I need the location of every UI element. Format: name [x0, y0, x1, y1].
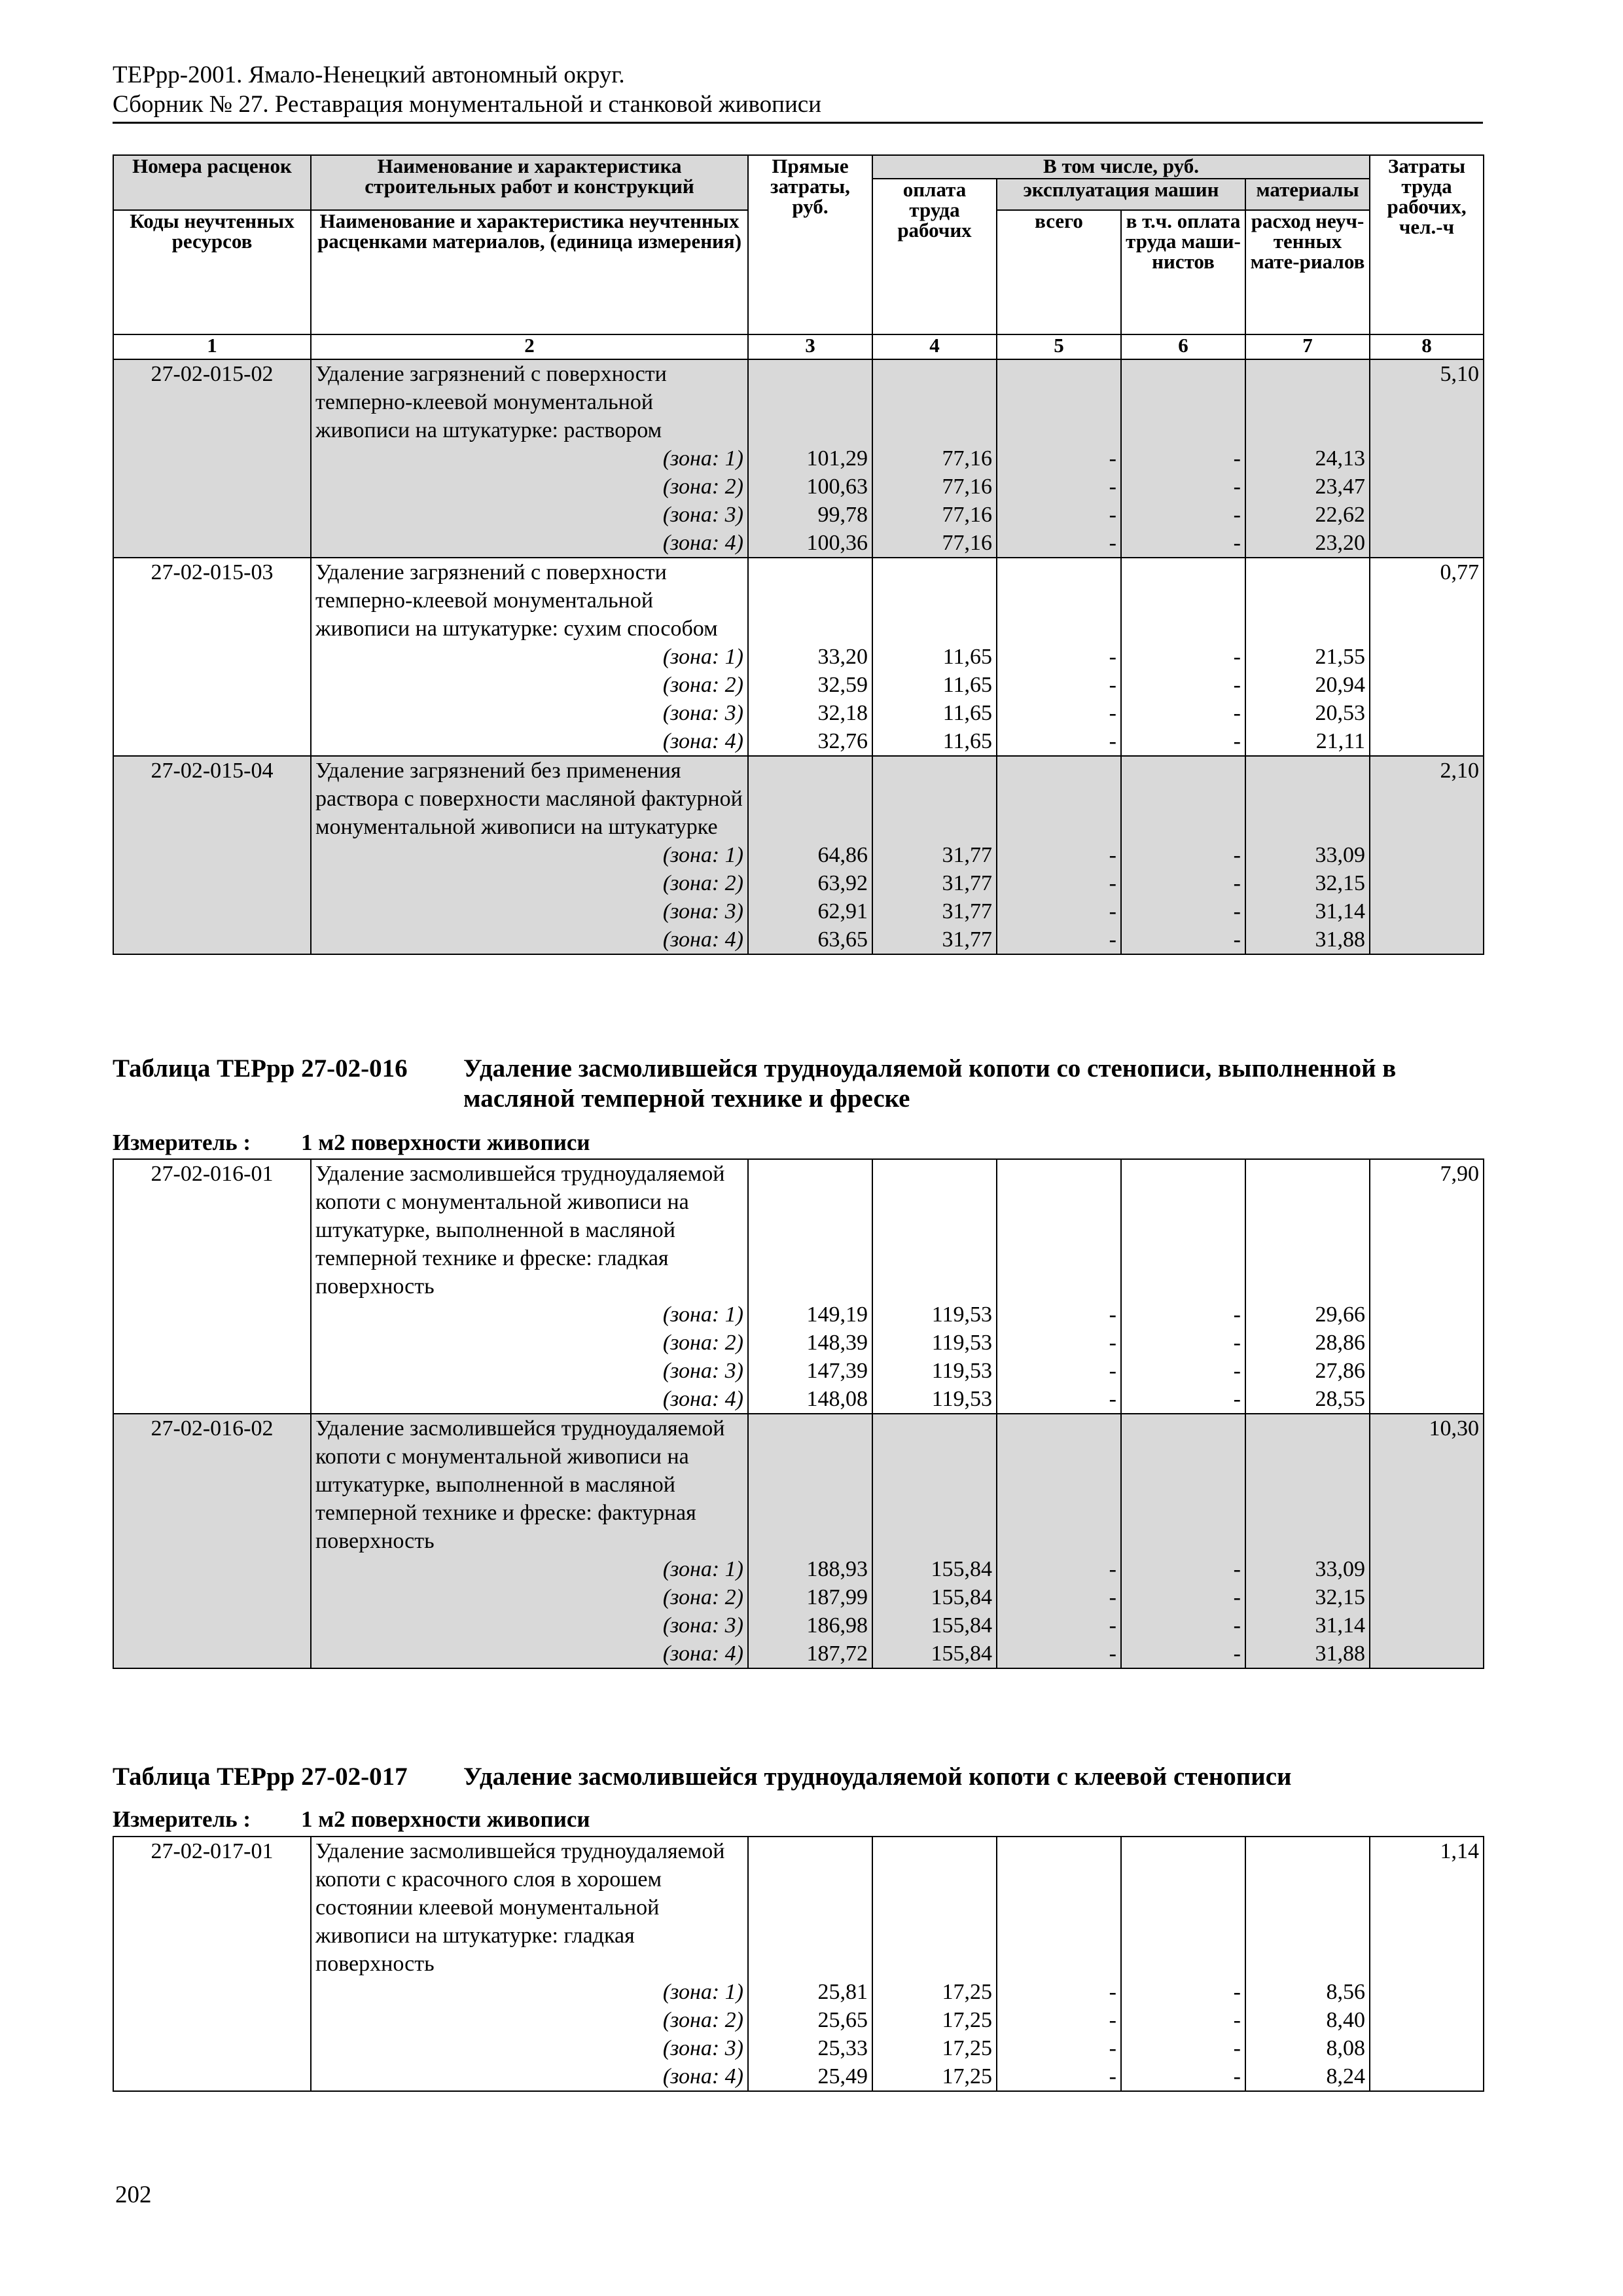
direct-costs: 149,19	[748, 1300, 872, 1329]
machinist-pay: -	[1121, 1611, 1245, 1640]
machine-total: -	[997, 1329, 1121, 1357]
col-name-characteristics: Наименование и характеристика строительных работ и конструкций	[311, 155, 748, 210]
direct-costs: 101,29	[748, 444, 872, 473]
rate-row	[113, 1837, 1484, 1978]
machinist-pay: -	[1121, 2034, 1245, 2062]
rates-table-015	[113, 154, 1483, 955]
col-number: 3	[748, 334, 872, 359]
zone-row	[113, 2006, 1484, 2034]
machine-total: -	[997, 1978, 1121, 2006]
worker-pay: 31,77	[872, 869, 997, 897]
machinist-pay: -	[1121, 1385, 1245, 1414]
empty-cell	[1245, 1159, 1370, 1300]
col-including: В том числе, руб.	[872, 155, 1370, 179]
direct-costs: 100,63	[748, 473, 872, 501]
materials-cost: 8,40	[1245, 2006, 1370, 2034]
machinist-pay: -	[1121, 1640, 1245, 1668]
empty-cell	[748, 1837, 872, 1978]
zone-label: (зона: 2)	[311, 869, 748, 897]
materials-cost: 23,47	[1245, 473, 1370, 501]
rate-code: 27-02-015-04	[113, 756, 311, 954]
empty-cell	[997, 1837, 1121, 1978]
col-number: 5	[997, 334, 1121, 359]
zone-row	[113, 897, 1484, 925]
materials-cost: 21,11	[1245, 727, 1370, 756]
materials-cost: 27,86	[1245, 1357, 1370, 1385]
empty-cell	[1121, 1414, 1245, 1555]
direct-costs: 25,81	[748, 1978, 872, 2006]
col-number: 8	[1370, 334, 1484, 359]
empty-cell	[997, 558, 1121, 643]
materials-cost: 29,66	[1245, 1300, 1370, 1329]
zone-row	[113, 501, 1484, 529]
empty-cell	[1121, 1159, 1245, 1300]
direct-costs: 148,39	[748, 1329, 872, 1357]
materials-cost: 24,13	[1245, 444, 1370, 473]
worker-pay: 17,25	[872, 2062, 997, 2091]
rate-code: 27-02-017-01	[113, 1837, 311, 2091]
direct-costs: 186,98	[748, 1611, 872, 1640]
materials-cost: 33,09	[1245, 841, 1370, 869]
machine-total: -	[997, 1357, 1121, 1385]
labor-costs: 2,10	[1370, 756, 1484, 954]
labor-costs: 7,90	[1370, 1159, 1484, 1414]
rate-description: Удаление засмолившейся трудноудаляемой копоти с монументальной живописи на штукатурке, выполненной в масляной темперной технике и фреске: фактурная поверхность	[311, 1414, 748, 1555]
col-number: 2	[311, 334, 748, 359]
materials-cost: 21,55	[1245, 643, 1370, 671]
col-number: 6	[1121, 334, 1245, 359]
machine-total: -	[997, 1385, 1121, 1414]
machine-total: -	[997, 643, 1121, 671]
empty-cell	[748, 1159, 872, 1300]
worker-pay: 155,84	[872, 1640, 997, 1668]
table-016-number: Таблица ТЕРрр 27-02-016	[113, 1054, 408, 1083]
zone-row	[113, 2062, 1484, 2091]
header-line-2: Сборник № 27. Реставрация монументальной и станковой живописи	[113, 91, 822, 118]
empty-cell	[1121, 756, 1245, 841]
materials-cost: 31,14	[1245, 1611, 1370, 1640]
machine-total: -	[997, 925, 1121, 954]
zone-row	[113, 1357, 1484, 1385]
materials-cost: 31,14	[1245, 897, 1370, 925]
empty-cell	[997, 1159, 1121, 1300]
rate-description: Удаление загрязнений с поверхности темперно-клеевой монументальной живописи на штукатурке: сухим способом	[311, 558, 748, 643]
zone-label: (зона: 1)	[311, 1300, 748, 1329]
machine-total: -	[997, 699, 1121, 727]
worker-pay: 11,65	[872, 671, 997, 699]
rate-code: 27-02-016-01	[113, 1159, 311, 1414]
worker-pay: 17,25	[872, 2034, 997, 2062]
col-machine-operation: эксплуатация машин	[997, 179, 1245, 210]
machinist-pay: -	[1121, 897, 1245, 925]
zone-label: (зона: 3)	[311, 501, 748, 529]
zone-row	[113, 1555, 1484, 1583]
empty-cell	[748, 558, 872, 643]
machinist-pay: -	[1121, 699, 1245, 727]
empty-cell	[748, 359, 872, 444]
machine-total: -	[997, 1300, 1121, 1329]
running-header	[113, 60, 1483, 124]
zone-row	[113, 473, 1484, 501]
header-line-1: ТЕРрр-2001. Ямало-Ненецкий автономный округ.	[113, 62, 625, 88]
labor-costs: 0,77	[1370, 558, 1484, 756]
zone-label: (зона: 1)	[311, 444, 748, 473]
machine-total: -	[997, 897, 1121, 925]
worker-pay: 155,84	[872, 1583, 997, 1611]
zone-label: (зона: 1)	[311, 1555, 748, 1583]
zone-label: (зона: 3)	[311, 2034, 748, 2062]
table-017-title: Удаление засмолившейся трудноудаляемой копоти с клеевой стенописи	[463, 1763, 1292, 1791]
worker-pay: 17,25	[872, 2006, 997, 2034]
machine-total: -	[997, 1583, 1121, 1611]
rate-code: 27-02-015-02	[113, 359, 311, 558]
direct-costs: 25,49	[748, 2062, 872, 2091]
machine-total: -	[997, 841, 1121, 869]
machinist-pay: -	[1121, 501, 1245, 529]
empty-cell	[1121, 1837, 1245, 1978]
materials-cost: 8,24	[1245, 2062, 1370, 2091]
col-labor-costs: Затраты труда рабочих, чел.-ч	[1370, 155, 1484, 334]
table-016-title: Удаление засмолившейся трудноудаляемой копоти со стенописи, выполненной в масляной темперной технике и фреске	[463, 1054, 1397, 1113]
machinist-pay: -	[1121, 727, 1245, 756]
worker-pay: 119,53	[872, 1357, 997, 1385]
machine-total: -	[997, 473, 1121, 501]
zone-label: (зона: 3)	[311, 897, 748, 925]
direct-costs: 33,20	[748, 643, 872, 671]
col-materials: материалы	[1245, 179, 1370, 210]
empty-cell	[1245, 1837, 1370, 1978]
machinist-pay: -	[1121, 643, 1245, 671]
materials-cost: 28,55	[1245, 1385, 1370, 1414]
worker-pay: 11,65	[872, 727, 997, 756]
machinist-pay: -	[1121, 1583, 1245, 1611]
column-numbers-row	[113, 334, 1484, 359]
zone-label: (зона: 4)	[311, 925, 748, 954]
zone-row	[113, 699, 1484, 727]
zone-label: (зона: 4)	[311, 529, 748, 558]
direct-costs: 32,76	[748, 727, 872, 756]
machinist-pay: -	[1121, 1978, 1245, 2006]
labor-costs: 5,10	[1370, 359, 1484, 558]
materials-cost: 20,94	[1245, 671, 1370, 699]
direct-costs: 100,36	[748, 529, 872, 558]
worker-pay: 119,53	[872, 1300, 997, 1329]
empty-cell	[1245, 359, 1370, 444]
empty-cell	[1245, 756, 1370, 841]
materials-cost: 32,15	[1245, 1583, 1370, 1611]
machinist-pay: -	[1121, 473, 1245, 501]
worker-pay: 31,77	[872, 925, 997, 954]
zone-row	[113, 925, 1484, 954]
materials-cost: 31,88	[1245, 1640, 1370, 1668]
materials-cost: 8,08	[1245, 2034, 1370, 2062]
machinist-pay: -	[1121, 925, 1245, 954]
rates-table-016	[113, 1158, 1483, 1669]
machine-total: -	[997, 1640, 1121, 1668]
machinist-pay: -	[1121, 869, 1245, 897]
materials-cost: 28,86	[1245, 1329, 1370, 1357]
rate-row	[113, 1159, 1484, 1300]
machine-total: -	[997, 2034, 1121, 2062]
machine-total: -	[997, 444, 1121, 473]
machine-total: -	[997, 671, 1121, 699]
direct-costs: 62,91	[748, 897, 872, 925]
rates-table-017	[113, 1836, 1483, 2092]
table-017-meter	[113, 1806, 590, 1833]
zone-label: (зона: 1)	[311, 841, 748, 869]
empty-cell	[997, 359, 1121, 444]
worker-pay: 31,77	[872, 897, 997, 925]
direct-costs: 32,18	[748, 699, 872, 727]
direct-costs: 32,59	[748, 671, 872, 699]
machinist-pay: -	[1121, 2006, 1245, 2034]
machinist-pay: -	[1121, 671, 1245, 699]
col-machine-total: всего	[997, 210, 1121, 334]
empty-cell	[872, 359, 997, 444]
table-header	[113, 155, 1484, 359]
direct-costs: 25,65	[748, 2006, 872, 2034]
worker-pay: 155,84	[872, 1555, 997, 1583]
table-016-meter	[113, 1130, 590, 1156]
direct-costs: 99,78	[748, 501, 872, 529]
zone-label: (зона: 4)	[311, 727, 748, 756]
direct-costs: 148,08	[748, 1385, 872, 1414]
worker-pay: 155,84	[872, 1611, 997, 1640]
materials-cost: 20,53	[1245, 699, 1370, 727]
machinist-pay: -	[1121, 841, 1245, 869]
machinist-pay: -	[1121, 1555, 1245, 1583]
rate-description: Удаление засмолившейся трудноудаляемой копоти с монументальной живописи на штукатурке, выполненной в масляной темперной технике и фреске: гладкая поверхность	[311, 1159, 748, 1300]
meter-label: Измеритель :	[113, 1806, 251, 1832]
zone-row	[113, 1329, 1484, 1357]
zone-label: (зона: 3)	[311, 1611, 748, 1640]
worker-pay: 77,16	[872, 473, 997, 501]
zone-label: (зона: 4)	[311, 1640, 748, 1668]
col-codes-unaccounted: Коды неучтенных ресурсов	[113, 210, 311, 334]
machine-total: -	[997, 2006, 1121, 2034]
zone-label: (зона: 2)	[311, 473, 748, 501]
rate-code: 27-02-016-02	[113, 1414, 311, 1668]
zone-label: (зона: 4)	[311, 1385, 748, 1414]
direct-costs: 63,92	[748, 869, 872, 897]
rate-row	[113, 558, 1484, 643]
rate-row	[113, 359, 1484, 444]
labor-costs: 1,14	[1370, 1837, 1484, 2091]
zone-row	[113, 671, 1484, 699]
worker-pay: 77,16	[872, 444, 997, 473]
empty-cell	[1245, 558, 1370, 643]
direct-costs: 187,99	[748, 1583, 872, 1611]
empty-cell	[748, 756, 872, 841]
machine-total: -	[997, 529, 1121, 558]
col-number: 7	[1245, 334, 1370, 359]
materials-cost: 31,88	[1245, 925, 1370, 954]
machine-total: -	[997, 2062, 1121, 2091]
page-number: 202	[115, 2181, 152, 2208]
meter-value: 1 м2 поверхности живописи	[301, 1130, 590, 1155]
direct-costs: 63,65	[748, 925, 872, 954]
worker-pay: 77,16	[872, 501, 997, 529]
meter-label: Измеритель :	[113, 1130, 251, 1155]
zone-label: (зона: 4)	[311, 2062, 748, 2091]
empty-cell	[997, 1414, 1121, 1555]
worker-pay: 17,25	[872, 1978, 997, 2006]
materials-cost: 22,62	[1245, 501, 1370, 529]
direct-costs: 188,93	[748, 1555, 872, 1583]
table-017-number: Таблица ТЕРрр 27-02-017	[113, 1763, 408, 1791]
worker-pay: 11,65	[872, 643, 997, 671]
direct-costs: 147,39	[748, 1357, 872, 1385]
col-direct-costs: Прямые затраты, руб.	[748, 155, 872, 334]
empty-cell	[1121, 359, 1245, 444]
direct-costs: 64,86	[748, 841, 872, 869]
empty-cell	[748, 1414, 872, 1555]
machinist-pay: -	[1121, 1329, 1245, 1357]
zone-row	[113, 869, 1484, 897]
materials-cost: 32,15	[1245, 869, 1370, 897]
empty-cell	[872, 756, 997, 841]
materials-cost: 33,09	[1245, 1555, 1370, 1583]
meter-value: 1 м2 поверхности живописи	[301, 1806, 590, 1832]
machine-total: -	[997, 1555, 1121, 1583]
zone-row	[113, 1978, 1484, 2006]
machine-total: -	[997, 1611, 1121, 1640]
zone-row	[113, 841, 1484, 869]
col-machinist-pay: в т.ч. оплата труда маши-нистов	[1121, 210, 1245, 334]
zone-label: (зона: 2)	[311, 671, 748, 699]
machinist-pay: -	[1121, 2062, 1245, 2091]
zone-label: (зона: 1)	[311, 1978, 748, 2006]
zone-row	[113, 643, 1484, 671]
zone-row	[113, 444, 1484, 473]
zone-label: (зона: 3)	[311, 699, 748, 727]
zone-label: (зона: 2)	[311, 1329, 748, 1357]
col-unaccounted-materials: расход неуч-тенных мате-риалов	[1245, 210, 1370, 334]
zone-row	[113, 1583, 1484, 1611]
zone-row	[113, 529, 1484, 558]
col-number: 4	[872, 334, 997, 359]
empty-cell	[872, 1414, 997, 1555]
direct-costs: 187,72	[748, 1640, 872, 1668]
empty-cell	[997, 756, 1121, 841]
machine-total: -	[997, 869, 1121, 897]
worker-pay: 77,16	[872, 529, 997, 558]
machinist-pay: -	[1121, 529, 1245, 558]
empty-cell	[872, 1837, 997, 1978]
rate-description: Удаление загрязнений без применения раствора с поверхности масляной фактурной монументальной живописи на штукатурке	[311, 756, 748, 841]
col-number: 1	[113, 334, 311, 359]
direct-costs: 25,33	[748, 2034, 872, 2062]
worker-pay: 31,77	[872, 841, 997, 869]
machine-total: -	[997, 501, 1121, 529]
empty-cell	[1121, 558, 1245, 643]
rate-row	[113, 756, 1484, 841]
zone-label: (зона: 2)	[311, 1583, 748, 1611]
zone-label: (зона: 2)	[311, 2006, 748, 2034]
rate-description: Удаление засмолившейся трудноудаляемой копоти с красочного слоя в хорошем состоянии клеевой монументальной живописи на штукатурке: гладкая поверхность	[311, 1837, 748, 1978]
labor-costs: 10,30	[1370, 1414, 1484, 1668]
empty-cell	[872, 1159, 997, 1300]
materials-cost: 8,56	[1245, 1978, 1370, 2006]
zone-row	[113, 1611, 1484, 1640]
rate-row	[113, 1414, 1484, 1555]
col-name-unaccounted: Наименование и характеристика неучтенных расценками материалов, (единица измерения)	[311, 210, 748, 334]
materials-cost: 23,20	[1245, 529, 1370, 558]
col-worker-pay: оплата труда рабочих	[872, 179, 997, 334]
machine-total: -	[997, 727, 1121, 756]
col-rates-numbers: Номера расценок	[113, 155, 311, 210]
machinist-pay: -	[1121, 1357, 1245, 1385]
machinist-pay: -	[1121, 444, 1245, 473]
empty-cell	[1245, 1414, 1370, 1555]
worker-pay: 119,53	[872, 1385, 997, 1414]
zone-label: (зона: 3)	[311, 1357, 748, 1385]
zone-row	[113, 1640, 1484, 1668]
worker-pay: 11,65	[872, 699, 997, 727]
rate-code: 27-02-015-03	[113, 558, 311, 756]
empty-cell	[872, 558, 997, 643]
zone-row	[113, 727, 1484, 756]
worker-pay: 119,53	[872, 1329, 997, 1357]
machinist-pay: -	[1121, 1300, 1245, 1329]
zone-label: (зона: 1)	[311, 643, 748, 671]
zone-row	[113, 1300, 1484, 1329]
zone-row	[113, 1385, 1484, 1414]
zone-row	[113, 2034, 1484, 2062]
rate-description: Удаление загрязнений с поверхности темперно-клеевой монументальной живописи на штукатурке: раствором	[311, 359, 748, 444]
